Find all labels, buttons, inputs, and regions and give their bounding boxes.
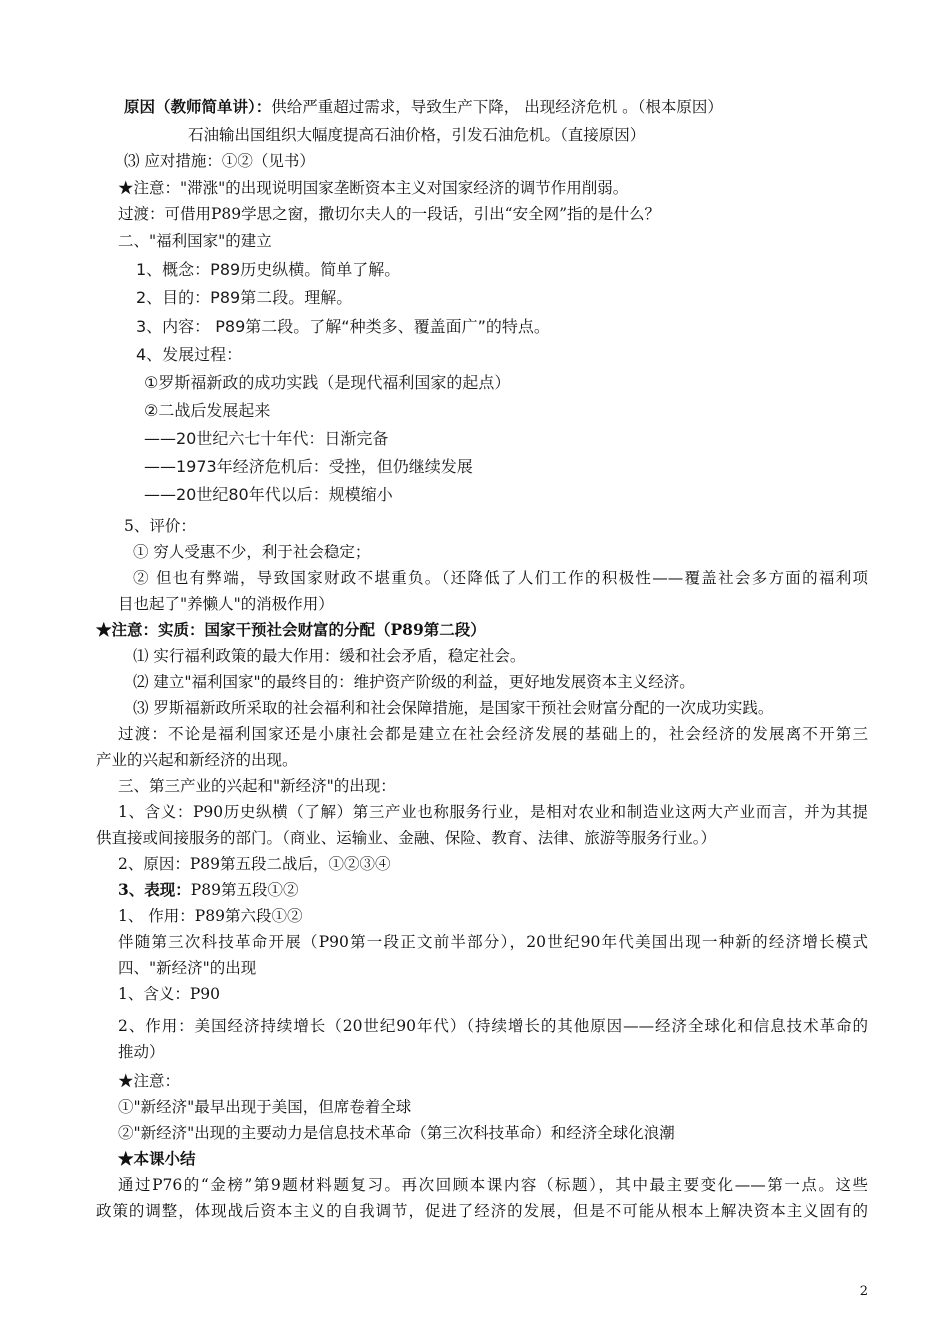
line-new-economy-effect-cont: 推动）	[118, 1043, 165, 1061]
line-development: 4、发展过程：	[136, 345, 243, 364]
line-1960s-70s: ——20世纪六七十年代：日渐完备	[144, 429, 389, 448]
line-1980s: ——20世纪80年代以后：规模缩小	[144, 485, 393, 504]
heading-tertiary: 三、第三产业的兴起和"新经济"的出现：	[118, 777, 396, 795]
line-summary-2: 政策的调整，体现战后资本主义的自我调节，促进了经济的发展，但是不可能从根本上解决资本主义固有的	[96, 1202, 868, 1220]
line-direct-cause: 石油输出国组织大幅度提高石油价格，引发石油危机。（直接原因）	[188, 126, 646, 144]
heading-new-economy: 四、"新经济"的出现	[118, 959, 257, 977]
line-tertiary-meaning: 1、含义：P90历史纵横（了解）第三产业也称服务行业，是相对农业和制造业这两大产业而言，并为其提	[118, 803, 868, 821]
line-evaluation: 5、评价：	[124, 517, 196, 535]
line-eval-2: ② 但也有弊端，导致国家财政不堪重负。（还降低了人们工作的积极性——覆盖社会多方面的福利项	[133, 569, 868, 587]
line-note-new-economy-1: ①"新经济"最早出现于美国，但席卷着全球	[118, 1098, 412, 1116]
line-new-economy-meaning: 1、含义：P90	[118, 985, 221, 1003]
line-tertiary-show	[118, 879, 298, 901]
line-transition-2-cont: 产业的兴起和新经济的出现。	[96, 751, 298, 769]
line-measures: ⑶ 应对措施：①②（见书）	[124, 152, 315, 170]
line-text: P89第五段①②	[190, 881, 299, 899]
line-note-essence: ★注意：实质：国家干预社会财富的分配（P89第二段）	[96, 620, 486, 639]
line-transition-1: 过渡：可借用P89学思之窗，撒切尔夫人的一段话，引出“安全网”指的是什么？	[118, 205, 661, 223]
line-eval-2-cont: 目也起了"养懒人"的消极作用）	[118, 595, 334, 613]
line-text: 供给严重超过需求，导致生产下降， 出现经济危机 。（根本原因）	[271, 98, 723, 116]
heading-welfare-state: 二、"福利国家"的建立	[118, 232, 272, 250]
line-purpose: 2、目的：P89第二段。理解。	[136, 288, 353, 307]
line-lead: 3、表现：	[118, 880, 191, 899]
line-note-stagflation: ★注意："滞涨"的出现说明国家垄断资本主义对国家经济的调节作用削弱。	[118, 179, 629, 197]
heading-summary: ★本课小结	[118, 1149, 196, 1168]
line-transition-2: 过渡：不论是福利国家还是小康社会都是建立在社会经济发展的基础上的，社会经济的发展离不开第三	[118, 725, 868, 743]
line-tertiary-reason: 2、原因：P89第五段二战后，①②③④	[118, 855, 391, 873]
line-note-2: ⑵ 建立"福利国家"的最终目的：维护资产阶级的利益，更好地发展资本主义经济。	[133, 673, 695, 691]
line-postwar: ②二战后发展起来	[144, 401, 271, 420]
page-number: 2	[859, 1284, 868, 1299]
line-lead: 原因（教师简单讲）：	[124, 97, 272, 116]
line-eval-1: ① 穷人受惠不少，利于社会稳定；	[133, 543, 371, 561]
line-1973: ——1973年经济危机后：受挫，但仍继续发展	[144, 457, 473, 476]
line-tertiary-effect: 1、 作用：P89第六段①②	[118, 907, 303, 925]
line-summary-1: 通过P76的“金榜”第9题材料题复习。再次回顾本课内容（标题），其中最主要变化——第一点。这些	[118, 1176, 868, 1194]
line-note-3: ⑶ 罗斯福新政所采取的社会福利和社会保障措施，是国家干预社会财富分配的一次成功实践。	[133, 699, 774, 717]
line-new-economy-intro: 伴随第三次科技革命开展（P90第一段正文前半部分），20世纪90年代美国出现一种新的经济增长模式	[118, 933, 868, 951]
line-content: 3、内容： P89第二段。了解“种类多、覆盖面广”的特点。	[136, 317, 550, 336]
line-note-heading: ★注意：	[118, 1072, 181, 1090]
line-new-economy-effect: 2、作用：美国经济持续增长（20世纪90年代）（持续增长的其他原因——经济全球化和信息技术革命的	[118, 1017, 868, 1035]
line-tertiary-meaning-cont: 供直接或间接服务的部门。（商业、运输业、金融、保险、教育、法律、旅游等服务行业。）	[96, 829, 717, 847]
line-roosevelt: ①罗斯福新政的成功实践（是现代福利国家的起点）	[144, 373, 511, 392]
line-concept: 1、概念：P89历史纵横。简单了解。	[136, 260, 401, 279]
line-cause	[124, 96, 723, 118]
line-note-new-economy-2: ②"新经济"出现的主要动力是信息技术革命（第三次科技革命）和经济全球化浪潮	[118, 1124, 675, 1142]
line-note-1: ⑴ 实行福利政策的最大作用：缓和社会矛盾，稳定社会。	[133, 647, 526, 665]
